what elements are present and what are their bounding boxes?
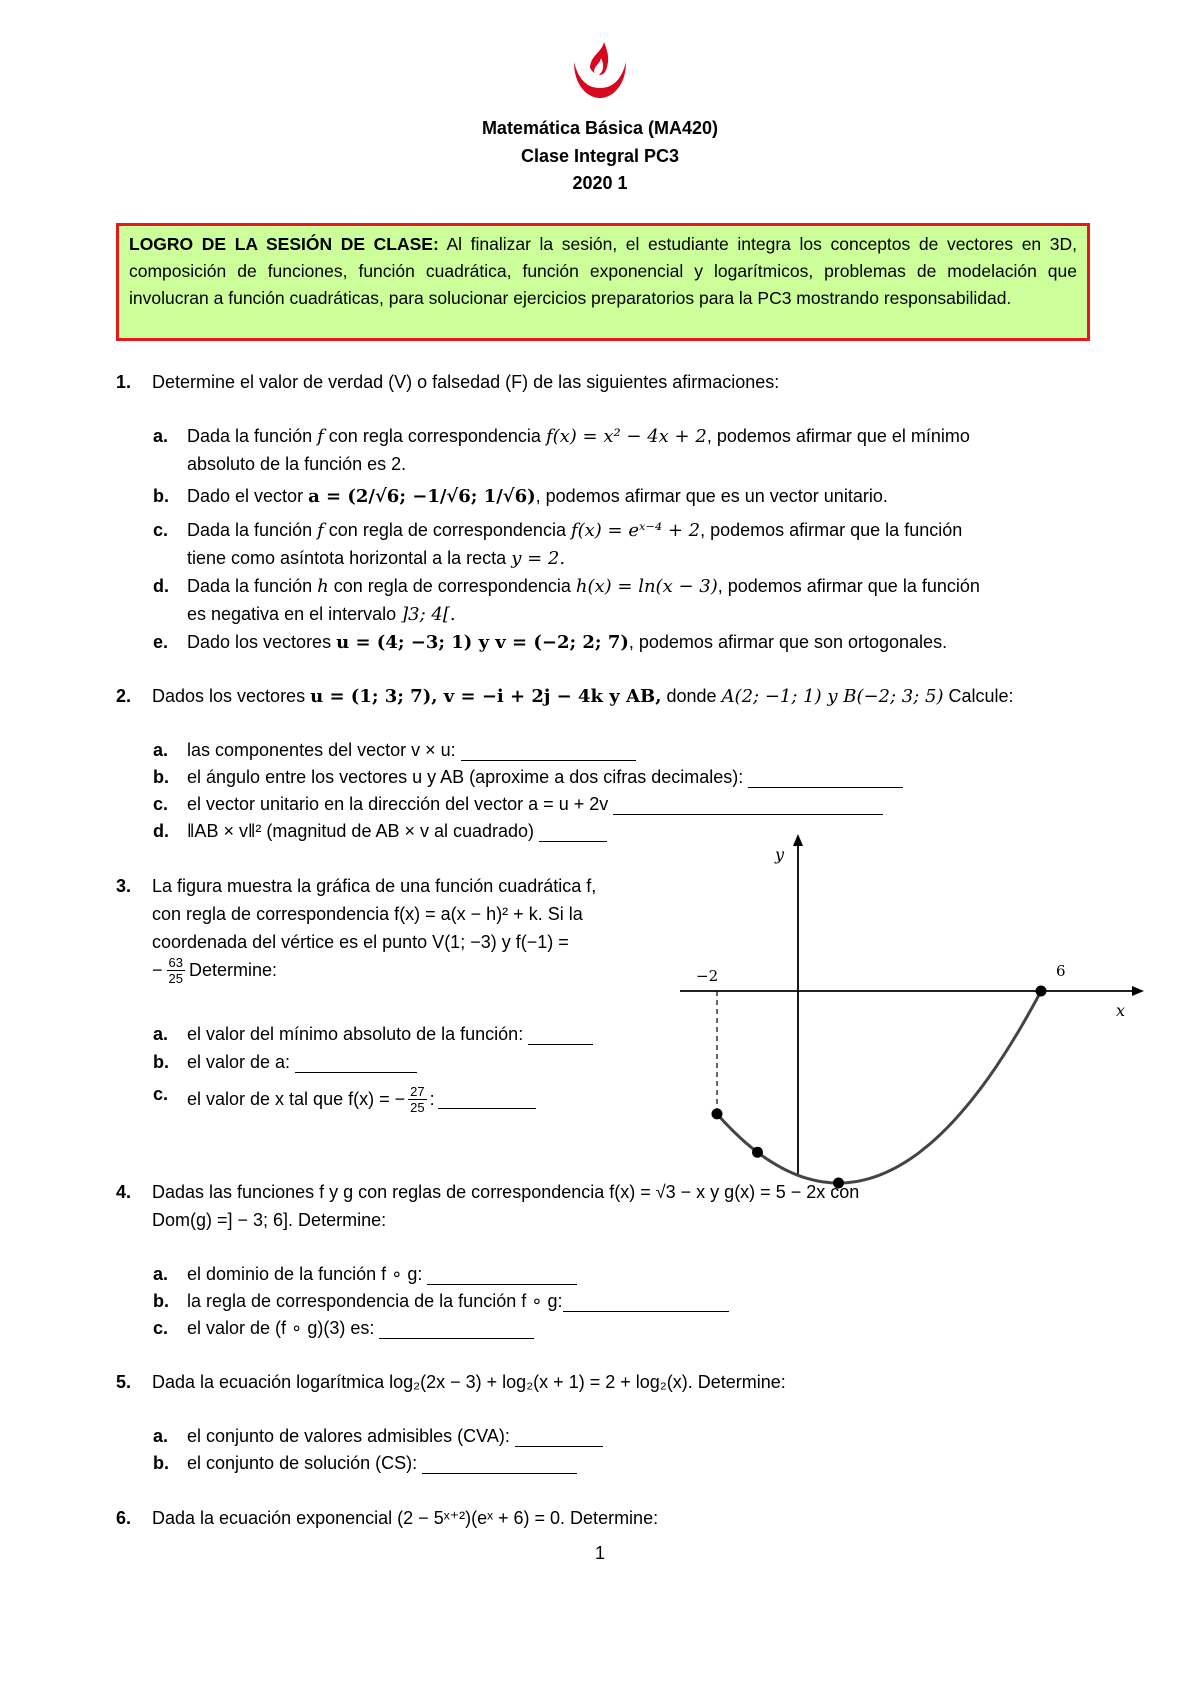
question-text: Dada la ecuación logarítmica log₂(2x − 3) + log₂(x + 1) = 2 + log₂(x). Determine: (152, 1372, 786, 1392)
item-label: a. (153, 1024, 169, 1044)
interval: ]3; 4[. (401, 604, 456, 625)
logro-text: Al finalizar la sesión, el estudiante integra los conceptos de vectores en 3D, composición de funciones, función cuadrática, función exponencial y logarítmicos, problemas de modelación que involucran a función cuadráticas, para solucionar ejercicios preparatorios para la PC3 mostrando responsabilidad. (129, 234, 1078, 308)
item-text: el valor de a: (187, 1052, 291, 1072)
data-point (712, 1108, 723, 1119)
upc-logo (568, 38, 632, 102)
logro-label: LOGRO DE LA SESIÓN DE CLASE: (129, 234, 439, 254)
item-label: c. (153, 1084, 169, 1104)
period: 2020 1 (572, 173, 628, 193)
item-label: e. (153, 632, 169, 652)
item-text: la regla de correspondencia de la función f ∘ g: (187, 1291, 563, 1311)
item-text: : (429, 1089, 435, 1109)
item-text: Dada la función (187, 576, 313, 596)
answer-line (422, 1455, 577, 1474)
logro-box (116, 223, 1090, 341)
vector-equation: a = (2/√6; −1/√6; 1/√6) (308, 486, 536, 507)
item-text: Dado el vector (187, 486, 304, 506)
fraction-numerator: 63 (168, 955, 183, 970)
question-text: Calcule: (948, 686, 1014, 706)
item-text: el ángulo entre los vectores u y AB (aproxime a dos cifras decimales): (187, 767, 744, 787)
item-text: el conjunto de solución (CS): (187, 1453, 418, 1473)
fraction-denominator: 25 (410, 1100, 425, 1115)
item-text: el valor de (f ∘ g)(3) es: (187, 1318, 375, 1338)
parabola-graph (680, 830, 1150, 1190)
item-label: b. (153, 767, 169, 787)
question-number: 6. (116, 1508, 132, 1528)
answer-line (748, 769, 903, 788)
item-text: , podemos afirmar que es un vector unitario. (535, 486, 888, 506)
answer-line (539, 823, 607, 842)
item-text: las componentes del vector v × u: (187, 740, 456, 760)
item-label: d. (153, 821, 169, 841)
course-title: Matemática Básica (MA420) (481, 118, 719, 138)
function-name: f (317, 426, 324, 447)
fraction (167, 955, 185, 986)
answer-line (427, 1266, 577, 1285)
data-points (712, 986, 1047, 1189)
item-text: , podemos afirmar que la función (717, 576, 980, 596)
equation: h(x) = ln(x − 3) (575, 576, 718, 597)
data-point (752, 1147, 763, 1158)
fraction (408, 1084, 426, 1115)
answer-line (295, 1054, 417, 1073)
item-text: el dominio de la función f ∘ g: (187, 1264, 423, 1284)
item-text: , podemos afirmar que el mínimo (706, 426, 970, 446)
minus-sign: − (152, 960, 163, 980)
answer-line (563, 1293, 729, 1312)
question-text: coordenada del vértice es el punto V(1; −3) y f(−1) = (152, 932, 569, 952)
item-label: b. (153, 1291, 169, 1311)
question-text: Dom(g) =] − 3; 6]. Determine: (152, 1210, 387, 1230)
equation: y = 2. (511, 548, 566, 569)
item-label: c. (153, 520, 169, 540)
item-text: ‖AB × v‖² (magnitud de AB × v al cuadrado) (187, 821, 535, 841)
flame-logo-icon (568, 38, 632, 102)
item-text: Dada la función (187, 520, 313, 540)
question-text: donde (666, 686, 717, 706)
question-number: 1. (116, 372, 132, 392)
item-label: b. (153, 1453, 169, 1473)
item-text: el valor de x tal que f(x) = − (187, 1089, 406, 1109)
answer-line (461, 742, 636, 761)
item-text: Dado los vectores (187, 632, 332, 652)
item-text: , podemos afirmar que la función (700, 520, 963, 540)
x-axis-label: x (1116, 1001, 1126, 1020)
function-name: f (317, 520, 324, 541)
question-text: Determine el valor de verdad (V) o falsedad (F) de las siguientes afirmaciones: (152, 372, 780, 392)
question-text: Determine: (188, 960, 278, 980)
item-text: tiene como asíntota horizontal a la recta (187, 548, 507, 568)
question-text: con regla de correspondencia f(x) = a(x − h)² + k. Si la (152, 904, 583, 924)
item-text: Dada la función (187, 426, 313, 446)
parabola-curve (717, 991, 1041, 1183)
item-label: a. (153, 740, 169, 760)
session-title: Clase Integral PC3 (520, 146, 680, 166)
item-label: a. (153, 1426, 169, 1446)
question-number: 2. (116, 686, 132, 706)
item-text: con regla de correspondencia (328, 520, 566, 540)
question-number: 4. (116, 1182, 132, 1202)
function-name: h (317, 576, 329, 597)
question-text: La figura muestra la gráfica de una función cuadrática f, (152, 876, 597, 896)
vector-equation: u = (1; 3; 7), v = −i + 2j − 4k y AB, (310, 686, 662, 707)
question-text: Dados los vectores (152, 686, 306, 706)
item-label: d. (153, 576, 169, 596)
item-label: c. (153, 1318, 169, 1338)
question-text: Dada la ecuación exponencial (2 − 5ˣ⁺²)(eˣ + 6) = 0. Determine: (152, 1508, 659, 1528)
question-number: 5. (116, 1372, 132, 1392)
answer-line (613, 796, 883, 815)
item-text: con regla de correspondencia (333, 576, 571, 596)
question-number: 3. (116, 876, 132, 896)
item-text: es negativa en el intervalo (187, 604, 397, 624)
item-text: el vector unitario en la dirección del vector a = u + 2v (187, 794, 609, 814)
y-axis-arrow-icon (793, 834, 803, 846)
points: A(2; −1; 1) y B(−2; 3; 5) (721, 686, 944, 707)
tick-label-neg2: −2 (696, 967, 719, 985)
item-text: absoluto de la función es 2. (187, 454, 407, 474)
equation: f(x) = x² − 4x + 2 (545, 426, 707, 447)
fraction-denominator: 25 (168, 971, 183, 986)
item-label: a. (153, 1264, 169, 1284)
item-text: el conjunto de valores admisibles (CVA): (187, 1426, 510, 1446)
fraction-numerator: 27 (410, 1084, 425, 1099)
x-axis-arrow-icon (1132, 986, 1144, 996)
item-text: , podemos afirmar que son ortogonales. (628, 632, 948, 652)
answer-line (379, 1320, 534, 1339)
item-label: c. (153, 794, 169, 814)
equation: f(x) = eˣ⁻⁴ + 2 (570, 520, 701, 541)
page-number: 1 (594, 1543, 605, 1563)
answer-line (438, 1090, 536, 1109)
vector-equation: u = (4; −3; 1) y v = (−2; 2; 7) (336, 632, 629, 653)
answer-line (515, 1428, 603, 1447)
y-axis-label: y (775, 845, 785, 864)
item-text: con regla correspondencia (328, 426, 541, 446)
tick-label-6: 6 (1056, 962, 1066, 980)
answer-line (528, 1026, 593, 1045)
question-text: Dadas las funciones f y g con reglas de correspondencia f(x) = √3 − x y g(x) = 5 − 2x con (152, 1182, 860, 1202)
item-label: b. (153, 1052, 169, 1072)
item-text: el valor del mínimo absoluto de la función: (187, 1024, 524, 1044)
item-label: b. (153, 486, 169, 506)
data-point (1036, 986, 1047, 997)
item-label: a. (153, 426, 169, 446)
